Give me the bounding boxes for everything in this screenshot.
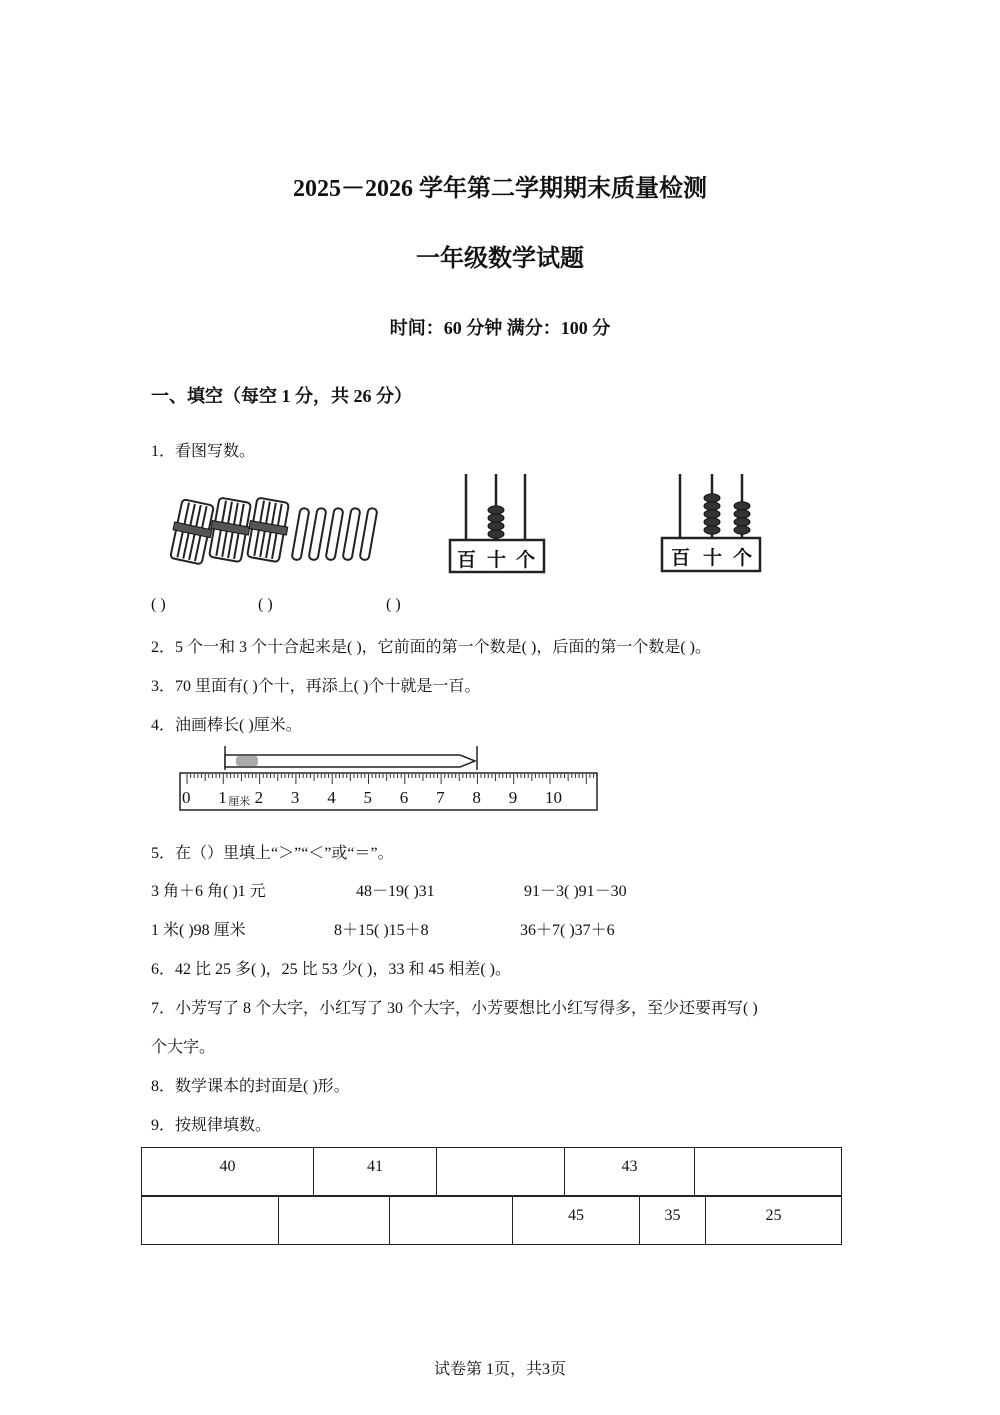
compare-item: 91－3( )91－30 [524, 883, 627, 900]
abacus-label-ones: 个 [733, 548, 753, 569]
abacus-label-tens: 十 [487, 550, 507, 571]
ruler-number: 1 [218, 788, 227, 807]
answer-blank-3[interactable]: ( ) [386, 596, 401, 613]
answer-blank-2[interactable]: ( ) [258, 596, 273, 613]
question-9: 9．按规律填数。 [151, 1117, 272, 1134]
question-3: 3．70 里面有( )个十，再添上( )个十就是一百。 [151, 678, 481, 695]
table-cell: 40 [142, 1148, 314, 1196]
abacus-label-hundreds: 百 [457, 550, 477, 571]
abacus-label-ones: 个 [516, 550, 536, 571]
compare-item: 36＋7( )37＋6 [520, 922, 615, 939]
compare-item: 48－19( )31 [356, 883, 435, 900]
table-cell: 43 [565, 1148, 695, 1196]
exam-info: 时间：60 分钟 满分：100 分 [389, 318, 611, 338]
single-sticks [292, 508, 378, 561]
question-2: 2．5 个一和 3 个十合起来是( )，它前面的第一个数是( )，后面的第一个数是( )。 [151, 639, 711, 656]
ruler-figure [178, 744, 600, 814]
abacus-label-hundreds: 百 [671, 548, 691, 569]
ruler-number: 3 [290, 788, 300, 807]
question-8: 8．数学课本的封面是( )形。 [151, 1078, 350, 1095]
abacus-label-tens: 十 [703, 548, 723, 569]
ruler-number: 8 [472, 788, 481, 807]
ruler-number: 7 [436, 788, 445, 807]
compare-item: 8＋15( )15＋8 [334, 922, 429, 939]
ruler-number: 10 [545, 788, 562, 807]
ruler-number: 6 [399, 788, 409, 807]
table-cell-blank[interactable] [695, 1148, 842, 1196]
question-5: 5．在（）里填上“＞”“＜”或“＝”。 [151, 845, 394, 862]
question-4: 4．油画棒长( )厘米。 [151, 717, 302, 734]
abacus-1 [448, 472, 548, 574]
ruler-number: 5 [363, 788, 372, 807]
abacus-2 [660, 472, 762, 574]
table-cell: 45 [513, 1197, 640, 1245]
ruler-number: 2 [254, 788, 264, 807]
table-cell: 41 [314, 1148, 437, 1196]
table-cell: 25 [706, 1197, 842, 1245]
ruler-number: 4 [327, 788, 336, 807]
section-heading: 一、填空（每空 1 分，共 26 分） [151, 386, 412, 406]
table-cell-blank[interactable] [437, 1148, 565, 1196]
crayon-icon [225, 755, 475, 767]
table-cell-blank[interactable] [390, 1197, 513, 1245]
stick-bundles-image [168, 496, 383, 568]
question-6: 6．42 比 25 多( )，25 比 53 少( )，33 和 45 相差( )。 [151, 961, 511, 978]
compare-item: 3 角＋6 角( )1 元 [151, 883, 266, 900]
table-row [142, 1148, 842, 1196]
sequence-table-row-1 [141, 1147, 842, 1196]
table-cell: 35 [640, 1197, 706, 1245]
question-7-continued: 个大字。 [151, 1039, 216, 1056]
ruler-unit: 厘米 [228, 796, 251, 808]
page-footer: 试卷第 1页，共3页 [433, 1361, 566, 1378]
question-7: 7．小芳写了 8 个大字，小红写了 30 个大字，小芳要想比小红写得多，至少还要再写( ) [151, 1000, 758, 1017]
question-1: 1．看图写数。 [151, 443, 256, 460]
table-row [142, 1197, 842, 1245]
table-cell-blank[interactable] [142, 1197, 279, 1245]
exam-subtitle: 一年级数学试题 [416, 246, 584, 272]
ruler-number: 0 [182, 788, 191, 807]
exam-title: 2025－2026 学年第二学期期末质量检测 [293, 176, 707, 202]
compare-item: 1 米( )98 厘米 [151, 922, 246, 939]
sequence-table-row-2 [141, 1196, 842, 1245]
table-cell-blank[interactable] [279, 1197, 390, 1245]
ruler-number: 9 [508, 788, 518, 807]
answer-blank-1[interactable]: ( ) [151, 596, 166, 613]
